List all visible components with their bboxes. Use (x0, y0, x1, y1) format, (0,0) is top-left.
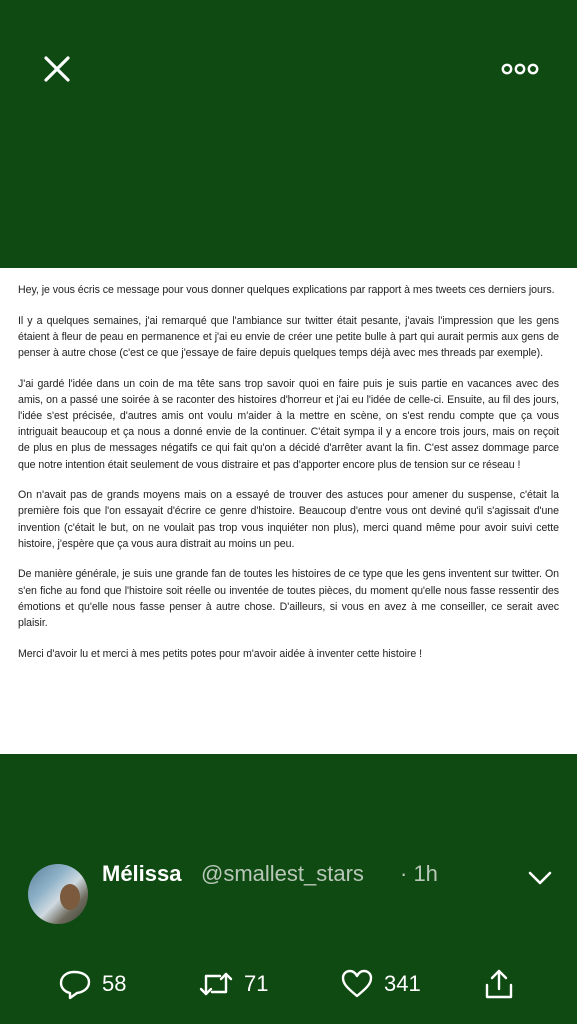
tweet-action-bar (0, 958, 577, 1014)
like-button[interactable] (340, 966, 421, 1002)
reply-count: 58 (102, 971, 127, 996)
retweet-count: 71 (244, 971, 269, 996)
author-handle[interactable]: @smallest_stars (201, 861, 364, 886)
retweet-icon (198, 968, 234, 1000)
reply-icon (58, 968, 92, 1000)
share-button[interactable] (483, 966, 515, 1002)
tweet-image[interactable] (0, 268, 577, 754)
more-horizontal-icon (500, 58, 540, 80)
tweet-menu-button[interactable] (526, 868, 554, 888)
media-viewer-topbar (0, 0, 577, 140)
image-text-paragraph: J'ai gardé l'idée dans un coin de ma tête sans trop savoir quoi en faire puis je suis partie en vacances avec des amis, on a passé une soirée à se raconter des histoires d'horreur et j'ai eu l'idée de celle-ci. Ensuite, au fil des jours, l'idée s'est précisée, d'autres amis ont voulu m'aider à la mettre en scène, on s'est rendu compte que ça vous intriguait beaucoup et ça nous a donné envie de la continuer. C'était sympa il y a encore trois jours, mais on reçoit de plus en plus de messages négatifs ce qui fait qu'on a décidé d'arrêter avant la fin. C'est assez dommage parce que notre intention était seulement de vous distraire et pas d'apporter encore plus de tension sur ce réseau ! (18, 377, 559, 471)
avatar-photo-figure (60, 884, 80, 910)
author-name[interactable]: Mélissa (102, 861, 182, 886)
more-options-button[interactable] (500, 58, 540, 80)
share-icon (483, 967, 515, 1001)
image-text-paragraph: Il y a quelques semaines, j'ai remarqué que l'ambiance sur twitter était pesante, j'avais l'impression que les gens étaient à fleur de peau en permanence et j'ai eu envie de créer une petite bulle à part qui aurait permis aux gens de penser à autre chose (c'est ce que j'essaye de faire depuis quelques temps déjà avec mes threads par exemple). (18, 314, 559, 359)
reply-button[interactable] (58, 966, 126, 1002)
chevron-down-icon (526, 868, 554, 888)
image-text-paragraph: Merci d'avoir lu et merci à mes petits potes pour m'avoir aidée à inventer cette histoire ! (18, 647, 423, 660)
image-text-paragraph: De manière générale, je suis une grande fan de toutes les histoires de ce type que les gens inventent sur twitter. On s'en fiche au fond que l'histoire soit réelle ou inventée de toutes pièces, du moment qu'elle nous fasse ressentir des émotions et qu'elle nous fasse penser à autre chose. D'ailleurs, si vous en avez à me conseiller, ce serait avec plaisir. (18, 568, 559, 630)
avatar[interactable] (28, 864, 88, 924)
close-icon (40, 52, 74, 86)
image-text-paragraph: On n'avait pas de grands moyens mais on a essayé de trouver des astuces pour amener du suspense, c'était la première fois que l'on essayait d'écrire ce genre d'histoire. Beaucoup d'entre vous ont deviné qu'il s'agissait d'une invention (c'était le but, on ne voulait pas trop vous inquiéter non plus), merci quand même pour avoir suivi cette histoire, j'espère que ça vous aura distrait au moins un peu. (18, 489, 559, 550)
tweet-timestamp: · 1h (400, 861, 438, 886)
heart-icon (340, 968, 374, 1000)
like-count: 341 (384, 971, 421, 996)
image-text-paragraph: Hey, je vous écris ce message pour vous donner quelques explications par rapport à mes tweets ces derniers jours. (18, 284, 555, 296)
close-button[interactable] (40, 52, 74, 86)
tweet-author-row (0, 848, 577, 908)
retweet-button[interactable] (198, 966, 268, 1002)
